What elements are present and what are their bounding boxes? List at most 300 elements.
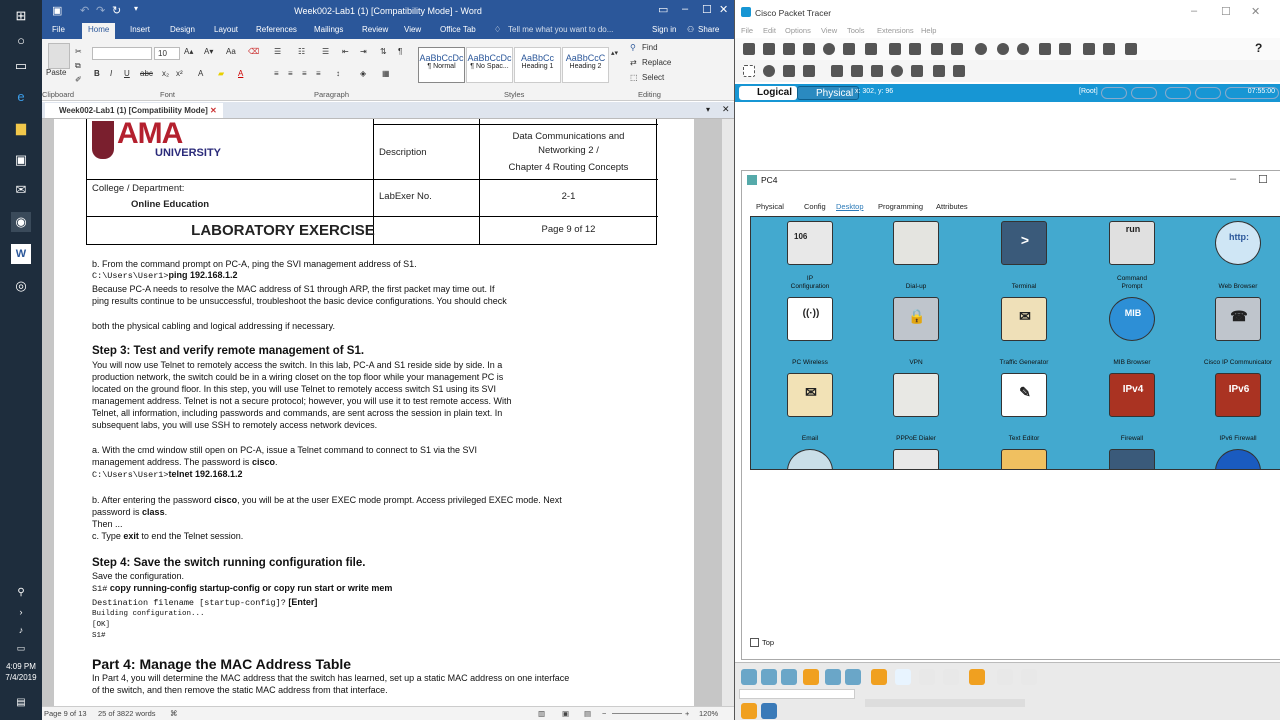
customize-qat-icon[interactable]: ▾: [134, 4, 139, 13]
mail-icon[interactable]: ✉: [15, 182, 27, 197]
palette-scrollbar[interactable]: [865, 699, 1025, 707]
change-case-icon[interactable]: Aa: [226, 47, 236, 56]
tab-layout[interactable]: Layout: [214, 25, 239, 34]
format-painter-icon[interactable]: ✐: [75, 75, 82, 84]
tab-view[interactable]: View: [404, 25, 422, 34]
app-command-prompt[interactable]: [1087, 219, 1177, 293]
media-player-icon[interactable]: ◎: [15, 278, 27, 293]
ribbon-tabs: [42, 22, 734, 39]
style-preview: AaBbCc: [520, 53, 555, 63]
zoom-in-icon[interactable]: +: [685, 709, 690, 718]
menu-extensions[interactable]: Extensions: [877, 26, 914, 35]
delete-icon[interactable]: [783, 65, 795, 77]
viewport-icon[interactable]: [1083, 43, 1095, 55]
repeat-icon[interactable]: ↻: [112, 5, 122, 17]
clock-time[interactable]: 4:09 PM: [6, 662, 36, 671]
word-count[interactable]: 25 of 3822 words: [98, 709, 156, 718]
file-explorer-icon[interactable]: ▆: [16, 120, 26, 135]
paragraph-line: You will now use Telnet to remotely access the switch. In this lab, PC-A and S1 reside side by side. In a: [92, 360, 503, 370]
save-icon[interactable]: ▣: [52, 5, 63, 17]
multiuser-cloud-icon[interactable]: [845, 669, 861, 685]
college-label: College / Department:: [92, 183, 185, 194]
close-icon[interactable]: ✕: [719, 4, 729, 16]
store-icon[interactable]: ▣: [14, 152, 28, 167]
college-value: Online Education: [131, 199, 210, 210]
cmd-prompt: C:\Users\User1>: [92, 271, 169, 281]
network-devices-icon[interactable]: [741, 669, 757, 685]
cmd-output: Destination filename [startup-config]?: [92, 598, 286, 608]
app-text-editor[interactable]: [979, 371, 1069, 445]
document-tab[interactable]: [45, 103, 223, 118]
multiuser-icon[interactable]: [1125, 43, 1137, 55]
window-title: Week002-Lab1 (1) [Compatibility Mode] - Word: [294, 6, 482, 16]
shading-icon[interactable]: ◈: [360, 69, 367, 78]
end-devices-icon[interactable]: [761, 669, 777, 685]
subscript-icon[interactable]: x₂: [162, 69, 170, 78]
replace-icon[interactable]: ⇄: [630, 58, 637, 67]
minimize-icon[interactable]: –: [1230, 173, 1237, 185]
part4-heading: Part 4: Manage the MAC Address Table: [92, 656, 352, 672]
divider: [87, 216, 658, 217]
wireless-glyph: ((·)): [802, 308, 820, 319]
app-label: Email: [801, 435, 819, 442]
numbering-icon[interactable]: ☷: [298, 47, 306, 56]
close-icon[interactable]: ✕: [1251, 6, 1261, 18]
tab-attributes[interactable]: Attributes: [936, 202, 968, 211]
tab-config[interactable]: Config: [804, 202, 826, 211]
justify-icon[interactable]: ≡: [316, 69, 321, 78]
ama-logo-subtitle: UNIVERSITY: [155, 147, 222, 159]
app-email[interactable]: [765, 371, 855, 445]
desktop-apps-panel: [750, 216, 1280, 470]
show-marks-icon[interactable]: ¶: [398, 47, 403, 56]
print-icon[interactable]: [803, 43, 815, 55]
windows-taskbar: [0, 0, 42, 720]
text: c. Type: [92, 531, 121, 541]
password-cisco: cisco: [214, 495, 238, 505]
header-table: [86, 119, 657, 245]
app-label: Firewall: [1120, 435, 1144, 442]
add-complex-pdu-icon[interactable]: [953, 65, 965, 77]
app-label: IP Configuration: [790, 275, 830, 290]
clock-date[interactable]: 7/4/2019: [5, 673, 37, 682]
share-button[interactable]: Share: [698, 25, 720, 34]
clock-readout: 07:55:00: [1225, 87, 1279, 99]
add-simple-pdu-icon[interactable]: [933, 65, 945, 77]
ip-phone-icon: [1215, 297, 1261, 341]
align-right-icon[interactable]: ≡: [302, 69, 307, 78]
save-icon[interactable]: [783, 43, 795, 55]
freeform-icon[interactable]: [911, 65, 923, 77]
app-dial-up[interactable]: [871, 219, 961, 293]
new-icon[interactable]: [743, 43, 755, 55]
select-icon[interactable]: ⬚: [630, 73, 638, 82]
redo-icon[interactable]: [951, 43, 963, 55]
redo-icon[interactable]: ↷: [96, 5, 106, 17]
step4-heading: Step 4: Save the switch running configuration file.: [92, 557, 366, 569]
password-cisco: cisco: [251, 457, 275, 467]
highlight-icon[interactable]: ▰: [218, 69, 225, 78]
packet-tracer-icon[interactable]: ◉: [11, 212, 31, 232]
app-terminal[interactable]: [979, 219, 1069, 293]
minimize-icon[interactable]: –: [1191, 5, 1198, 17]
document-area: [42, 119, 734, 706]
style-heading-1[interactable]: [514, 47, 561, 83]
style-normal[interactable]: [418, 47, 465, 83]
activity-wizard-icon[interactable]: [865, 43, 877, 55]
line-icon[interactable]: [851, 65, 863, 77]
bluetooth-icon: [1215, 449, 1261, 470]
misc-icon[interactable]: [825, 669, 841, 685]
info-icon[interactable]: [823, 43, 835, 55]
style-label: ¶ No Spac...: [470, 63, 509, 70]
network-info-icon[interactable]: [843, 43, 855, 55]
step-b1: b. From the command prompt on PC-A, ping the SVI management address of S1.: [92, 259, 417, 269]
undo-icon[interactable]: [931, 43, 943, 55]
app-row4-item[interactable]: [1087, 447, 1177, 470]
ama-seal-logo: [92, 121, 114, 159]
zoom-level[interactable]: 120%: [699, 709, 719, 718]
paragraph-line: Telnet, all information, including passwords and commands, are sent across the session in plain text. In: [92, 408, 503, 418]
app-label: Cisco IP Communicator: [1203, 359, 1273, 366]
note-icon[interactable]: [831, 65, 843, 77]
inspect-icon[interactable]: [763, 65, 775, 77]
app-label: MIB Browser: [1113, 359, 1151, 366]
tab-programming[interactable]: Programming: [878, 202, 924, 211]
menu-file[interactable]: File: [741, 26, 754, 35]
increase-indent-icon[interactable]: ⇥: [360, 47, 367, 56]
search-icon[interactable]: ○: [17, 32, 25, 48]
custom-devices-icon[interactable]: [1059, 43, 1071, 55]
chevron-right-icon[interactable]: ›: [19, 607, 23, 617]
labexer-value: 2-1: [561, 191, 576, 202]
tab-mailings[interactable]: Mailings: [314, 25, 344, 34]
paragraph-line: management address. The password is cisco.: [92, 457, 278, 467]
sort-icon[interactable]: ⇅: [380, 47, 387, 56]
text-effects-icon[interactable]: A: [198, 69, 204, 78]
group-clipboard: Clipboard: [42, 90, 75, 99]
tab-insert[interactable]: Insert: [130, 25, 151, 34]
app-row4-item[interactable]: [765, 447, 855, 470]
app-vpn[interactable]: [871, 295, 961, 369]
group-font: Font: [160, 90, 176, 99]
open-icon[interactable]: [763, 43, 775, 55]
pt-main-toolbar: [735, 38, 1280, 60]
description-label: Description: [379, 147, 427, 158]
ribbon-home: [42, 39, 734, 101]
app-label: PPPoE Dialer: [896, 435, 936, 442]
volume-icon[interactable]: ♪: [18, 625, 24, 635]
clear-formatting-icon[interactable]: ⌫: [248, 47, 260, 56]
lightbulb-icon: ♢: [494, 25, 502, 34]
tab-file[interactable]: File: [52, 25, 65, 34]
shrink-font-icon[interactable]: A▾: [204, 47, 214, 56]
paragraph-line: password is class.: [92, 507, 168, 517]
style-label: ¶ Normal: [427, 63, 456, 70]
email-icon: [787, 373, 833, 417]
tile-icon[interactable]: [1195, 87, 1221, 99]
app-ipv6-firewall[interactable]: [1193, 371, 1280, 445]
email-glyph: ✉: [805, 384, 817, 400]
app-web-browser[interactable]: [1193, 219, 1280, 293]
wireless-icon: [787, 297, 833, 341]
text: , you will be at the user EXEC mode prompt. Access privileged EXEC mode. Next: [237, 495, 562, 505]
multilevel-list-icon[interactable]: ☰: [322, 47, 330, 56]
tab-review[interactable]: Review: [362, 25, 389, 34]
fiber-icon[interactable]: [969, 669, 985, 685]
read-mode-icon[interactable]: ▥: [538, 709, 546, 718]
align-center-icon[interactable]: ≡: [288, 69, 293, 78]
task-view-icon[interactable]: ▭: [14, 58, 28, 73]
labexer-label: LabExer No.: [379, 191, 432, 202]
enter-key: [Enter]: [288, 597, 318, 607]
drawing-palette-icon[interactable]: [1039, 43, 1051, 55]
decrease-indent-icon[interactable]: ⇤: [342, 47, 349, 56]
web-layout-icon[interactable]: ▤: [584, 709, 592, 718]
logical-label: Logical: [757, 87, 793, 98]
cmd-text: copy running-config startup-config or copy run start or write mem: [109, 583, 393, 593]
word-icon[interactable]: W: [11, 244, 31, 264]
select-icon[interactable]: [743, 65, 755, 77]
description-line-1: Data Communications and: [512, 131, 625, 142]
line-spacing-icon[interactable]: ↕: [336, 69, 340, 78]
top-checkbox-label: Top: [762, 638, 775, 647]
tab-office-tab[interactable]: Office Tab: [440, 25, 476, 34]
packet-tracer-window: [734, 0, 1280, 720]
ribbon-options-icon[interactable]: ▭: [658, 4, 669, 16]
back-icon[interactable]: [1101, 87, 1127, 99]
borders-icon[interactable]: ▦: [382, 69, 390, 78]
paragraph-line: [92, 495, 562, 505]
superscript-icon[interactable]: x²: [176, 69, 183, 78]
italic-icon[interactable]: I: [110, 69, 113, 78]
ama-logo-text: AMA: [117, 119, 183, 150]
menu-edit[interactable]: Edit: [763, 26, 776, 35]
font-size-field[interactable]: 10: [154, 47, 180, 60]
app-pppoe-dialer[interactable]: [871, 371, 961, 445]
coaxial-icon[interactable]: [1021, 669, 1037, 685]
proofing-icon[interactable]: ⌘: [170, 709, 178, 718]
style-label: Heading 1: [521, 63, 554, 70]
app-label: Traffic Generator: [999, 359, 1049, 366]
console-cable-icon[interactable]: [895, 669, 911, 685]
cmd-prompt: C:\Users\User1>: [92, 470, 169, 480]
straight-through-icon[interactable]: [919, 669, 935, 685]
cmd-prompt: S1#: [92, 584, 108, 594]
share-icon[interactable]: ⚇: [687, 25, 695, 34]
text: management address. The password is: [92, 457, 250, 467]
password-class: class: [142, 507, 165, 517]
cmd-output: S1#: [92, 632, 106, 640]
network-icon[interactable]: ▭: [16, 642, 26, 653]
pc4-title: PC4: [761, 175, 778, 185]
zoom-out-icon[interactable]: [1017, 43, 1029, 55]
pt-window-title: Cisco Packet Tracer: [755, 8, 832, 18]
style-no-spacing[interactable]: [466, 47, 513, 83]
font-color-icon[interactable]: A: [238, 69, 244, 78]
menu-tools[interactable]: Tools: [847, 26, 865, 35]
bullets-icon[interactable]: ☰: [274, 47, 282, 56]
styles-scroll-icon[interactable]: ▴▾: [611, 50, 619, 57]
word-titlebar: [42, 0, 734, 22]
top-checkbox[interactable]: [750, 638, 759, 647]
tab-list-icon[interactable]: ▾: [706, 105, 711, 114]
components-icon[interactable]: [781, 669, 797, 685]
word-window: [42, 0, 734, 720]
rectangle-icon[interactable]: [871, 65, 883, 77]
document-page[interactable]: [54, 119, 694, 706]
app-cisco-ip-communicator[interactable]: [1193, 295, 1280, 369]
mib-glyph: MIB: [1124, 308, 1142, 318]
traffic-generator-icon: [1001, 297, 1047, 341]
pppoe-icon: [893, 373, 939, 417]
tab-physical[interactable]: Physical: [756, 202, 784, 211]
style-label: Heading 2: [569, 63, 602, 70]
grow-font-icon[interactable]: A▴: [184, 47, 194, 56]
command-prompt-icon: [1109, 221, 1155, 265]
undo-icon[interactable]: ↶: [80, 5, 90, 17]
paste-icon[interactable]: [909, 43, 921, 55]
tab-home[interactable]: Home: [82, 23, 115, 39]
app-label: VPN: [909, 359, 923, 366]
web-view-icon[interactable]: [1103, 43, 1115, 55]
copy-icon[interactable]: [889, 43, 901, 55]
app-firewall[interactable]: [1087, 371, 1177, 445]
text: password is: [92, 507, 140, 517]
select-button[interactable]: Select: [642, 73, 665, 82]
cmd-telnet: [92, 469, 243, 480]
device-type-palette: [735, 662, 1280, 720]
tab-references[interactable]: References: [256, 25, 297, 34]
text: b. After entering the password: [92, 495, 212, 505]
print-layout-icon[interactable]: ▣: [562, 709, 570, 718]
paragraph-line: [92, 531, 243, 541]
connections-icon[interactable]: [803, 669, 819, 685]
replace-button[interactable]: Replace: [642, 58, 672, 67]
app-label: Terminal: [1011, 283, 1037, 290]
terminal-icon: [1001, 221, 1047, 265]
menu-view[interactable]: View: [821, 26, 838, 35]
phone-glyph: ☎: [1230, 308, 1248, 324]
cmd-ping: [92, 270, 238, 281]
find-button[interactable]: Find: [642, 43, 658, 52]
cut-icon[interactable]: ✂: [75, 47, 82, 56]
tell-me-box[interactable]: Tell me what you want to do...: [508, 25, 614, 34]
tab-design[interactable]: Design: [170, 25, 195, 34]
root-label: [Root]: [1079, 88, 1098, 95]
zoom-reset-icon[interactable]: [997, 43, 1009, 55]
device-search-field[interactable]: [739, 689, 855, 699]
paste-icon[interactable]: [48, 43, 70, 69]
pie-chart-icon: [787, 449, 833, 470]
pc-icon: [747, 175, 757, 185]
paragraph-line: ping results continue to be unsuccessful, troubleshoot the basic device configurations. You should check: [92, 296, 507, 306]
paragraph-line: management address. Telnet is not a secure protocol; however, you will use it to test remote access. With: [92, 396, 512, 406]
menu-options[interactable]: Options: [785, 26, 811, 35]
new-cluster-icon[interactable]: [1131, 87, 1157, 99]
pc4-device-window: [741, 170, 1280, 660]
app-mib-browser[interactable]: [1087, 295, 1177, 369]
grid-icon[interactable]: [761, 703, 777, 719]
vertical-scrollbar[interactable]: [722, 119, 734, 706]
crossover-icon[interactable]: [943, 669, 959, 685]
maximize-icon[interactable]: ☐: [1221, 6, 1231, 18]
maximize-icon[interactable]: ☐: [1258, 174, 1268, 186]
notification-icon[interactable]: ▤: [16, 696, 26, 708]
ipv4-glyph: IPv4: [1122, 384, 1144, 395]
app-label: Web Browser: [1218, 283, 1258, 290]
people-icon[interactable]: ⚲: [17, 586, 25, 598]
group-paragraph: Paragraph: [314, 90, 350, 99]
paste-button[interactable]: Paste: [46, 68, 67, 77]
minimize-icon[interactable]: –: [682, 3, 689, 15]
menu-help[interactable]: Help: [921, 26, 937, 35]
document-tab-label: Week002-Lab1 (1) [Compatibility Mode]: [59, 106, 208, 115]
console-icon: [1109, 449, 1155, 470]
paragraph-line: In Part 4, you will determine the MAC address that the switch has learned, set up a static MAC address on one interface: [92, 673, 570, 683]
underline-icon[interactable]: U: [124, 69, 130, 78]
pt-edit-toolbar: [735, 60, 1280, 82]
maximize-icon[interactable]: ☐: [702, 4, 712, 16]
ip-config-icon: [787, 221, 833, 265]
status-bar: [42, 706, 734, 720]
copy-icon[interactable]: ⧉: [75, 61, 81, 70]
app-pc-wireless[interactable]: [765, 295, 855, 369]
app-row4-item[interactable]: [1193, 447, 1280, 470]
paragraph-line: a. With the cmd window still open on PC-A, issue a Telnet command to connect to S1 via the SVI: [92, 445, 478, 455]
phone-cable-icon[interactable]: [997, 669, 1013, 685]
align-left-icon[interactable]: ≡: [274, 69, 279, 78]
tab-desktop[interactable]: Desktop: [836, 202, 864, 211]
physical-view-button[interactable]: [797, 86, 859, 100]
paragraph-line: Then ...: [92, 519, 123, 529]
windows-start-icon[interactable]: ⊞: [15, 8, 27, 23]
pc4-titlebar: [742, 171, 1280, 189]
strikethrough-icon[interactable]: abc: [140, 69, 153, 78]
ellipse-icon[interactable]: [891, 65, 903, 77]
font-name-field[interactable]: [92, 47, 152, 60]
sign-in-link[interactable]: Sign in: [652, 25, 677, 34]
app-row4-item[interactable]: [871, 447, 961, 470]
bold-icon[interactable]: B: [94, 69, 100, 78]
zoom-slider[interactable]: [612, 713, 682, 714]
app-ip-configuration[interactable]: [765, 219, 855, 293]
auto-connection-icon[interactable]: [871, 669, 887, 685]
help-icon[interactable]: ?: [1255, 41, 1263, 55]
cmd-text: ping 192.168.1.2: [168, 270, 238, 280]
ipv6-glyph: IPv6: [1228, 384, 1250, 395]
coordinates-readout: x: 302, y: 96: [855, 88, 894, 95]
style-heading-2[interactable]: [562, 47, 609, 83]
logical-view-button[interactable]: [739, 86, 797, 100]
close-tab-icon[interactable]: ✕: [210, 106, 217, 115]
app-row4-item[interactable]: [979, 447, 1069, 470]
resize-icon[interactable]: [803, 65, 815, 77]
app-traffic-generator[interactable]: [979, 295, 1069, 369]
description-line-3: Chapter 4 Routing Concepts: [508, 162, 629, 173]
move-object-icon[interactable]: [1165, 87, 1191, 99]
text-editor-icon: [1001, 373, 1047, 417]
mib-icon: [1109, 297, 1155, 341]
divider: [373, 124, 658, 125]
close-document-icon[interactable]: ✕: [722, 104, 730, 114]
lab-title: LABORATORY EXERCISE: [191, 222, 375, 239]
edge-icon[interactable]: e: [17, 88, 25, 104]
zoom-in-icon[interactable]: [975, 43, 987, 55]
find-icon[interactable]: ⚲: [630, 43, 636, 52]
zoom-out-icon[interactable]: −: [602, 709, 607, 718]
page-count[interactable]: Page 9 of 13: [44, 709, 87, 718]
